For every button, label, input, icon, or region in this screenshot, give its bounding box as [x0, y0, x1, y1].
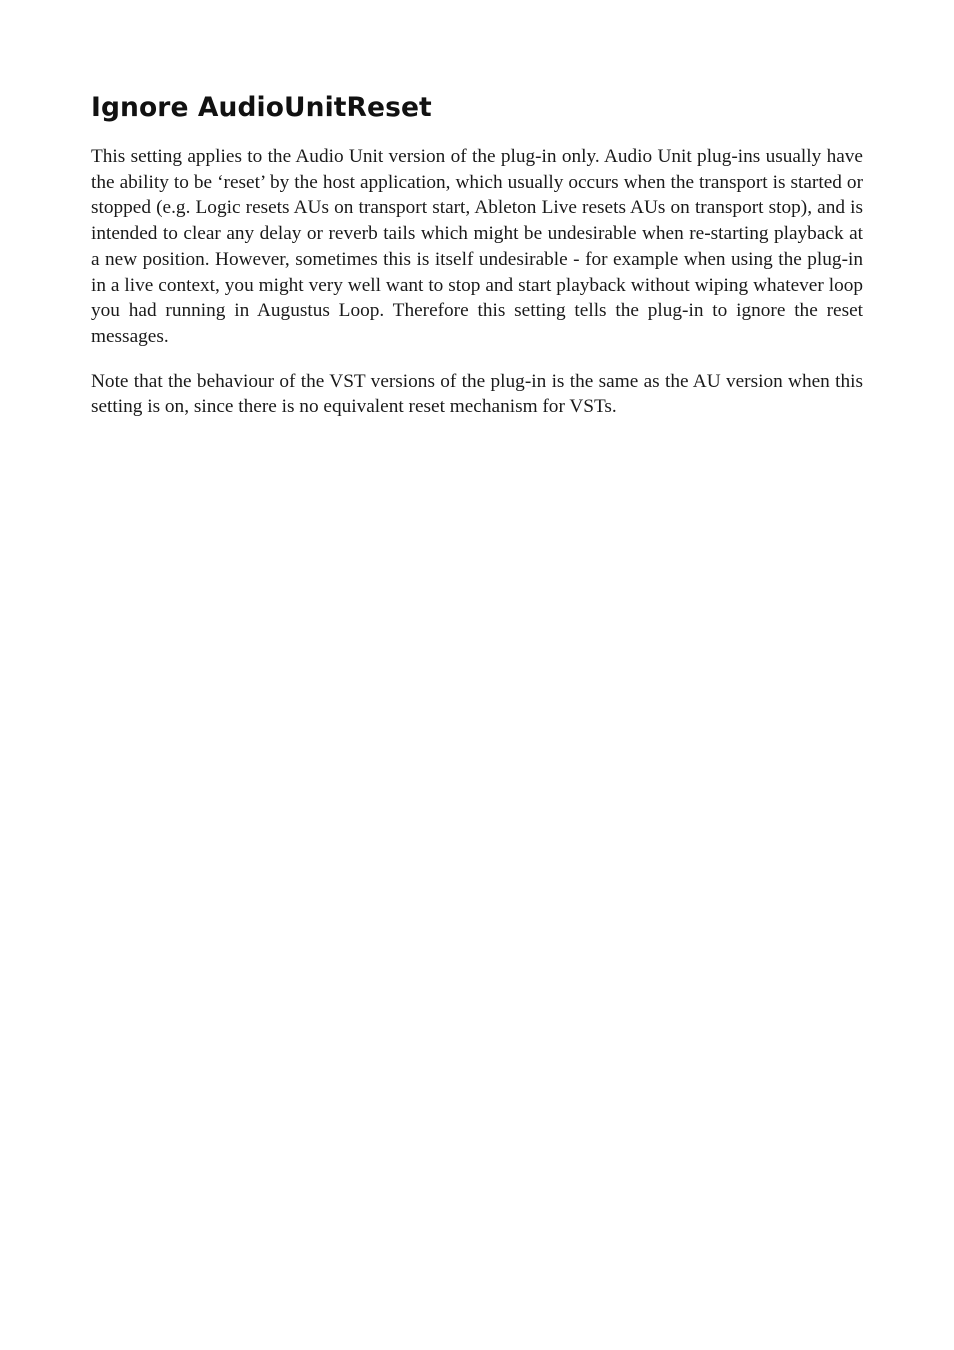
document-page: [91, 88, 863, 439]
paragraph-reset-description: This setting applies to the Audio Unit version of the plug-in only. Audio Unit plug-ins usually have the ability to be ‘reset’ by the host application, which usually occurs when the transport is started or stopped (e.g. Logic resets AUs on transport start, Ableton Live resets AUs on transport stop), and is intended to clear any delay or reverb tails which might be undesirable when re-starting playback at a new position. However, sometimes this is itself undesirable - for example when using the plug-in in a live context, you might very well want to stop and start playback without wiping whatever loop you had running in Augustus Loop. Therefore this setting tells the plug-in to ignore the reset messages.: [91, 146, 863, 347]
section-heading: Ignore AudioUnitReset: [91, 92, 432, 123]
paragraph-vst-note: Note that the behaviour of the VST versions of the plug-in is the same as the AU version when this setting is on, since there is no equivalent reset mechanism for VSTs.: [91, 370, 863, 418]
